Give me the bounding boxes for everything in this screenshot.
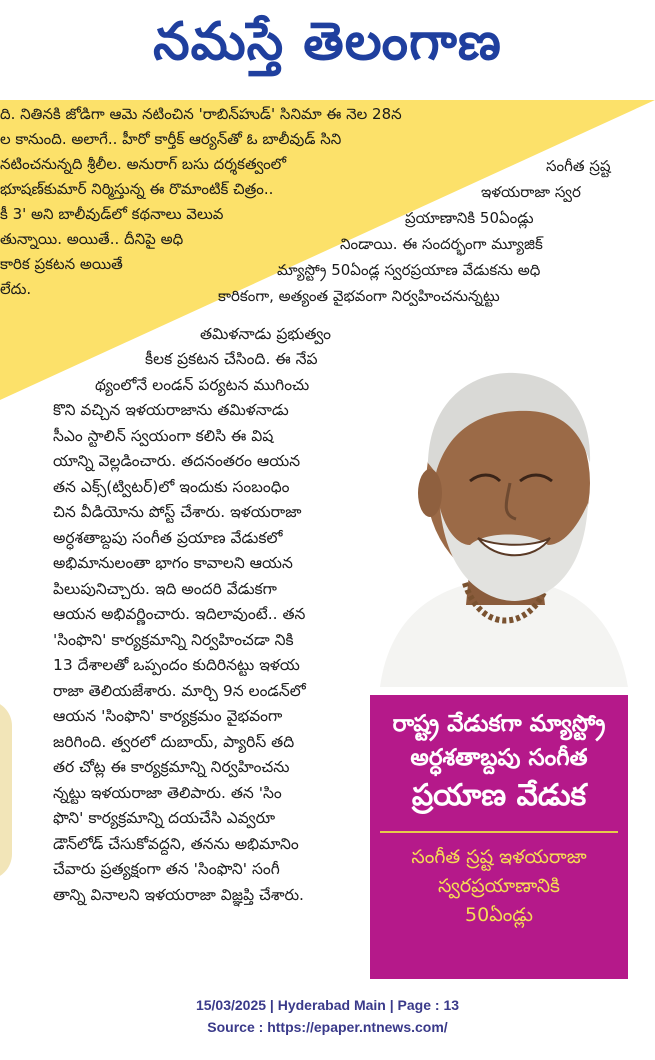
body-line: చేవారు ప్రత్యక్షంగా తన 'సింఫొని' సంగీ [53, 860, 280, 878]
yellow-line: కీ 3' అని బాలీవుడ్‌లో కథనాలు వెలువ [0, 205, 224, 223]
yellow-line: తున్నాయి. అయితే.. దీనిపై అధి [0, 230, 184, 248]
body-line: అర్ధశతాబ్దపు సంగీత ప్రయాణ వేడుకలో [53, 529, 283, 547]
body-line: తర చోట్ల ఈ కార్యక్రమాన్ని నిర్వహించను [53, 758, 290, 776]
yellow-line: నటించనున్నది శ్రీలీల. అనురాగ్ బసు దర్శకత్వంలో [0, 155, 287, 173]
body-line: ఆయన 'సింఫొని' కార్యక్రమం వైభవంగా [53, 707, 283, 725]
body-line: సీఎం స్టాలిన్ స్వయంగా కలిసి ఈ విష [53, 427, 274, 445]
intro-line: కారికంగా, అత్యంత వైభవంగా నిర్వహించనున్నట్టు [218, 287, 500, 305]
panel-subhead-2: స్వరప్రయాణానికి [438, 875, 560, 897]
body-line: 'సింఫొని' కార్యక్రమాన్ని నిర్వహించడా నికి [53, 631, 294, 649]
body-line: డౌన్‌లోడ్ చేసుకోవద్దని, తనను అభిమానిం [53, 835, 299, 853]
body-line: థ్యంలోనే లండన్ పర్యటన ముగించు [95, 376, 310, 394]
body-line: యాన్ని వెల్లడించారు. తదనంతరం ఆయన [53, 452, 301, 470]
intro-line: సంగీత స్రష్ట [546, 157, 611, 175]
body-line: ఆయన అభివర్ణించారు. ఇదిలావుంటే.. తన [53, 605, 306, 623]
panel-headline-3: ప్రయాణ వేడుక [411, 778, 587, 813]
intro-line: ఇళయరాజా స్వర [481, 183, 581, 201]
yellow-line: ది. నితినకి జోడిగా ఆమె నటించిన 'రాబిన్‌హుడ్' సినిమా ఈ నెల 28న [0, 105, 402, 123]
masthead [0, 0, 655, 88]
body-line: తన ఎక్స్(ట్విటర్)లో ఇందుకు సంబంధిం [53, 478, 290, 496]
body-line: తాన్ని వినాలని ఇళయరాజా విజ్ఞప్తి చేశారు. [53, 886, 304, 904]
panel-headline-1: రాష్ట్ర వేడుకగా మ్యాస్ట్రో [392, 711, 606, 737]
intro-line: ప్రయాణానికి 50ఏండ్లు [405, 209, 534, 227]
headline-panel [370, 695, 628, 979]
body-line: ఫొని' కార్యక్రమాన్ని దయచేసి ఎవ్వరూ [53, 809, 276, 827]
body-line: 13 దేశాలతో ఒప్పందం కుదిరినట్టు ఇళయ [53, 656, 300, 674]
body-line: కొని వచ్చిన ఇళయరాజాను తమిళనాడు [53, 401, 289, 419]
newspaper-title: నమస్తే తెలంగాణ [153, 12, 502, 72]
body-line: రాజా తెలియజేశారు. మార్చి 9న లండన్‌లో [53, 682, 306, 700]
yellow-line: భూషణ్‌కుమార్ నిర్మిస్తున్న ఈ రొమాంటిక్ చిత్రం.. [0, 180, 274, 198]
panel-subhead-1: సంగీత స్రష్ట ఇళయరాజా [411, 846, 587, 868]
ivory-decoration [0, 700, 12, 880]
page-footer [0, 994, 655, 1038]
body-line: జరిగింది. త్వరలో దుబాయ్, ప్యారిస్ తది [53, 733, 295, 751]
panel-divider [380, 831, 618, 833]
yellow-line: లేదు. [0, 280, 32, 298]
panel-headline-2: అర్ధశతాబ్దపు సంగీత [410, 745, 588, 771]
body-line: తమిళనాడు ప్రభుత్వం [200, 325, 331, 343]
footer-meta: 15/03/2025 | Hyderabad Main | Page : 13 [195, 997, 460, 1013]
yellow-line: ల కానుంది. అలాగే.. హీరో కార్తీక్ ఆర్యన్‌తో ఓ బాలీవుడ్ సిని [0, 130, 342, 148]
panel-subhead-3: 50ఏండ్లు [465, 904, 533, 926]
body-line: అభిమానులంతా భాగం కావాలని ఆయన [53, 554, 293, 572]
body-line: న్నట్టు ఇళయరాజా తెలిపారు. తన 'సిం [53, 784, 282, 802]
body-line: చిన వీడియోను పోస్ట్ చేశారు. ఇళయరాజా [53, 503, 302, 521]
body-line: పిలుపునిచ్చారు. ఇది అందరి వేడుకగా [53, 580, 277, 598]
intro-line: నిండాయి. ఈ సందర్భంగా మ్యూజిక్ [340, 235, 543, 253]
portrait-photo [370, 333, 630, 687]
footer-source: Source : https://epaper.ntnews.com/ [207, 1019, 448, 1035]
intro-line: మ్యాస్ట్రో 50ఏండ్ల స్వరప్రయాణ వేడుకను అధి [277, 261, 541, 279]
body-line: కీలక ప్రకటన చేసింది. ఈ నేప [145, 350, 318, 368]
yellow-line: కారిక ప్రకటన అయితే [0, 255, 123, 273]
